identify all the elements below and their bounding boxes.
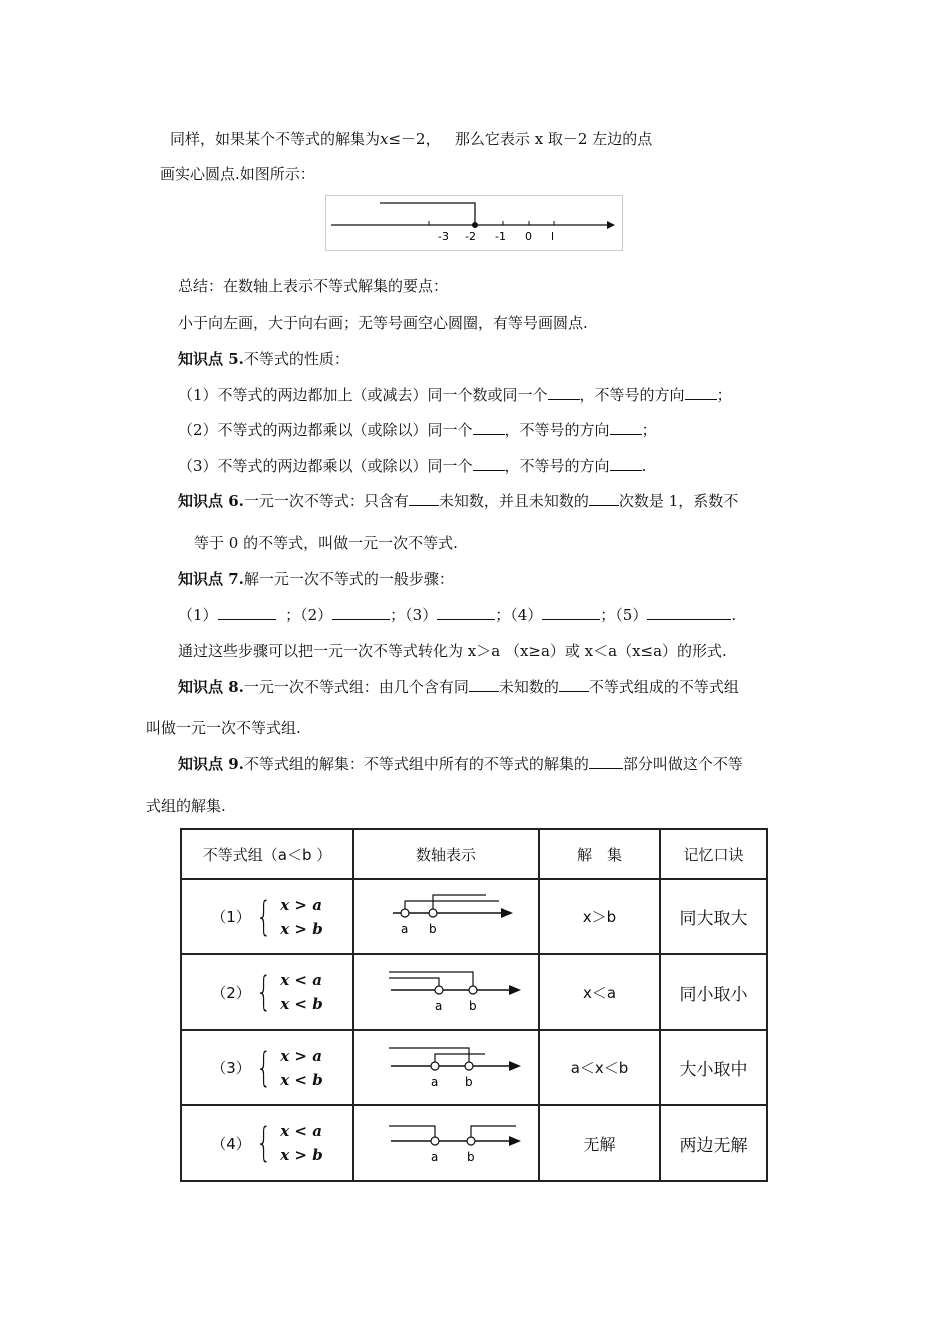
blank[interactable]	[437, 606, 495, 620]
summary-text: 小于向左画，大于向右画；无等号画空心圆圈，有等号画圆点.	[178, 314, 588, 332]
table-header: 不等式组（a＜b ）	[181, 829, 353, 879]
solution-cell: x＞b	[539, 879, 660, 954]
blank[interactable]	[469, 678, 499, 692]
blank[interactable]	[473, 457, 505, 471]
solution-cell: a＜x＜b	[539, 1030, 660, 1105]
table-row	[181, 1030, 767, 1105]
table-row	[181, 879, 767, 954]
blank[interactable]	[542, 606, 600, 620]
system-cell: （3） { x > a x < b	[181, 1030, 353, 1105]
number-line-cell	[353, 954, 539, 1030]
point-label: a	[435, 999, 443, 1013]
blank[interactable]	[610, 421, 642, 435]
tick-label: -3	[438, 230, 449, 243]
k7-note: 通过这些步骤可以把一元一次不等式转化为 x＞a （x≥a）或 x＜a（x≤a）的形式.	[178, 642, 727, 660]
tick-label: -2	[465, 230, 476, 243]
k8-line-1: 知识点 8.一元一次不等式组：由几个含有同 未知数的 不等式组成的不等式组	[178, 678, 739, 696]
row-number-line	[371, 1036, 521, 1096]
table-row	[181, 1105, 767, 1181]
blank[interactable]	[647, 606, 731, 620]
number-line-cell	[353, 879, 539, 954]
table-header: 解 集	[539, 829, 660, 879]
blank[interactable]	[473, 421, 505, 435]
point-label: a	[431, 1150, 439, 1164]
blank[interactable]	[589, 755, 623, 769]
row-number-line	[371, 1111, 521, 1171]
tick-label: -1	[495, 230, 506, 243]
point-label: a	[431, 1074, 439, 1089]
system-cell: （2） { x < a x < b	[181, 954, 353, 1030]
point-label: b	[469, 999, 477, 1013]
k6-line-2: 等于 0 的不等式，叫做一元一次不等式.	[194, 534, 458, 552]
k7-heading: 知识点 7.解一元一次不等式的一般步骤：	[178, 570, 454, 588]
tick-label: l	[551, 230, 555, 243]
blank[interactable]	[685, 386, 717, 400]
blank[interactable]	[589, 492, 619, 506]
table-row	[181, 954, 767, 1030]
point-label: b	[429, 921, 437, 936]
row-number-line	[371, 885, 521, 945]
number-line-cell	[353, 1105, 539, 1181]
k7-steps: （1） ；（2） ；（3） ；（4） ；（5） .	[178, 606, 737, 624]
solid-dot	[472, 222, 478, 228]
table-header: 记忆口诀	[660, 829, 767, 879]
table-header: 数轴表示	[353, 829, 539, 879]
solution-cell: 无解	[539, 1105, 660, 1181]
k5-item-1: （1）不等式的两边都加上（或减去）同一个数或同一个 ，不等号的方向 ；	[178, 386, 732, 404]
k9-line-1: 知识点 9.不等式组的解集：不等式组中所有的不等式的解集的 部分叫做这个不等	[178, 755, 743, 773]
blank[interactable]	[610, 457, 642, 471]
blank[interactable]	[332, 606, 390, 620]
mnemonic-cell: 大小取中	[660, 1030, 767, 1105]
blank[interactable]	[548, 386, 580, 400]
blank[interactable]	[409, 492, 439, 506]
mnemonic-cell: 两边无解	[660, 1105, 767, 1181]
number-line-cell	[353, 1030, 539, 1105]
inequality-system-table	[180, 828, 768, 1182]
point-label: a	[401, 921, 409, 936]
intro-line-2: 画实心圆点.如图所示：	[160, 165, 315, 183]
tick-label: 0	[525, 230, 532, 243]
system-cell: （1） { x > a x > b	[181, 879, 353, 954]
row-number-line	[371, 960, 521, 1020]
arrow-head	[607, 221, 615, 229]
k8-line-2: 叫做一元一次不等式组.	[146, 719, 301, 737]
point-label: b	[467, 1150, 475, 1164]
k5-item-3: （3）不等式的两边都乘以（或除以）同一个 ，不等号的方向 .	[178, 457, 647, 475]
k9-line-2: 式组的解集.	[146, 797, 226, 815]
intro-line-1: 同样，如果某个不等式的解集为x≤－2， 那么它表示 x 取－2 左边的点	[170, 130, 653, 148]
mnemonic-cell: 同大取大	[660, 879, 767, 954]
solution-ray	[380, 203, 475, 223]
blank[interactable]	[559, 678, 589, 692]
k6-line-1: 知识点 6.一元一次不等式：只含有 未知数，并且未知数的 次数是 1，系数不	[178, 492, 739, 510]
point-label: b	[465, 1074, 473, 1089]
solution-cell: x＜a	[539, 954, 660, 1030]
k5-heading: 知识点 5.不等式的性质：	[178, 350, 349, 368]
mnemonic-cell: 同小取小	[660, 954, 767, 1030]
number-line-figure	[325, 195, 623, 251]
k5-item-2: （2）不等式的两边都乘以（或除以）同一个 ，不等号的方向 ；	[178, 421, 657, 439]
system-cell: （4） { x < a x > b	[181, 1105, 353, 1181]
summary-title: 总结：在数轴上表示不等式解集的要点：	[178, 277, 449, 295]
blank[interactable]	[218, 606, 276, 620]
